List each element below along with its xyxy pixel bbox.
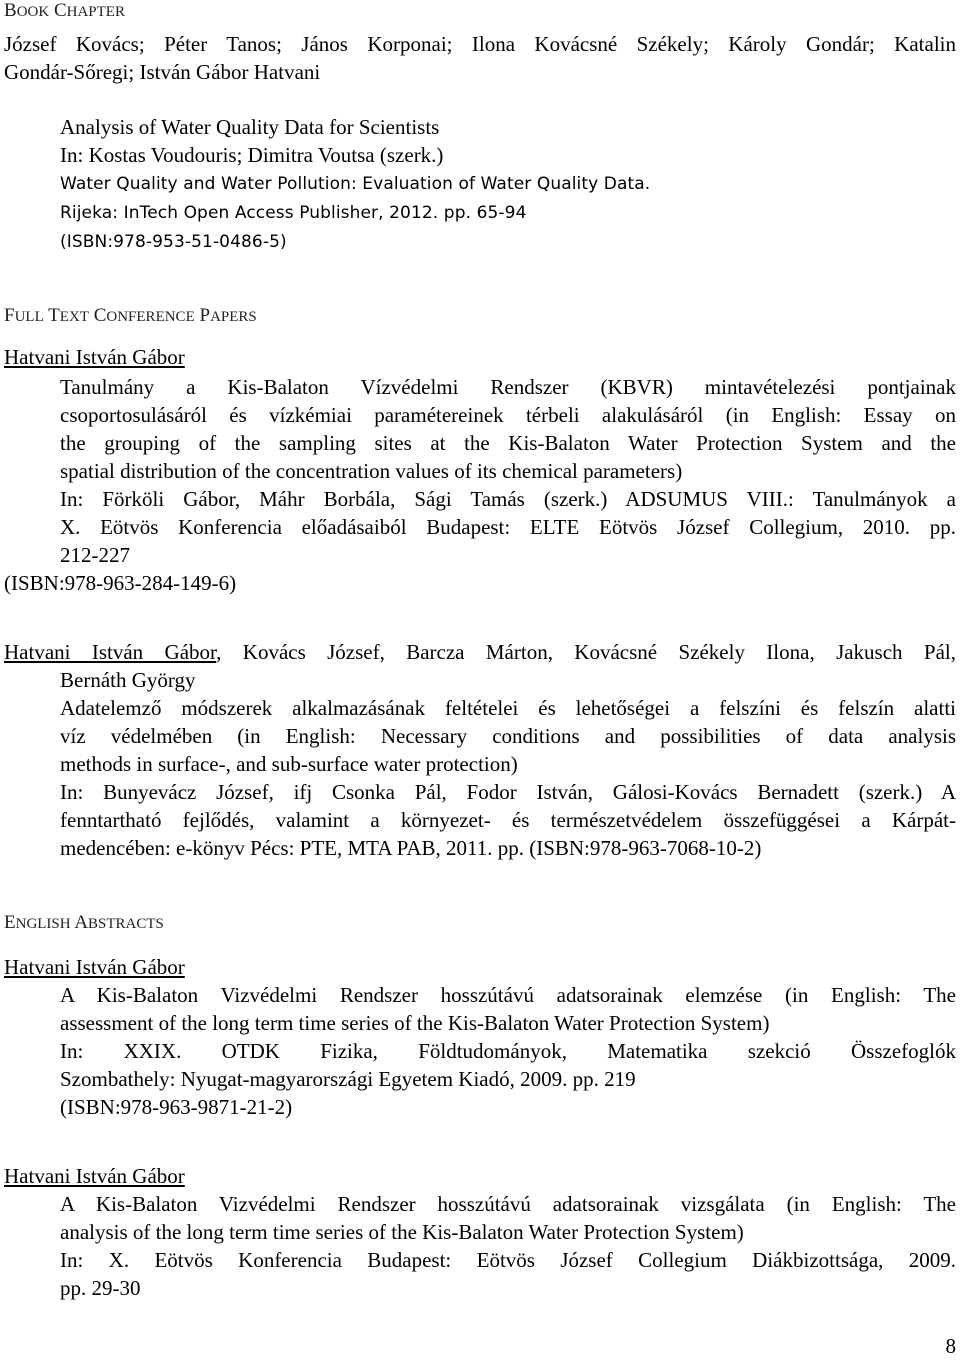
section-heading-full-text: FULL TEXT CONFERENCE PAPERS	[4, 305, 257, 326]
entry-author: Hatvani István Gábor	[4, 1164, 185, 1188]
entry-coauthors: , Kovács József, Barcza Márton, Kovácsné Székely Ilona, Jakusch Pál,	[216, 640, 957, 664]
publisher-line: Rijeka: InTech Open Access Publisher, 2012. pp. 65-94	[60, 203, 527, 223]
authors-line: József Kovács; Péter Tanos; János Korponai; Ilona Kovácsné Székely; Károly Gondár; Katalin	[4, 32, 956, 56]
entry-text-line: X. Eötvös Konferencia előadásaiból Budapest: ELTE Eötvös József Collegium, 2010. pp.	[60, 515, 956, 539]
entry-text-line: fenntartható fejlődés, valamint a környezet- és természetvédelem összefüggései a Kárpát-	[60, 808, 956, 832]
chapter-title: Analysis of Water Quality Data for Scientists	[60, 115, 440, 139]
entry-text-line: Adatelemző módszerek alkalmazásának feltételei és lehetőségei a felszíni és felszín alatti	[60, 696, 956, 720]
section-heading-book-chapter: BOOK CHAPTER	[4, 0, 125, 21]
section-heading-english-abstracts: ENGLISH ABSTRACTS	[4, 912, 164, 933]
entry-text-line: In: XXIX. OTDK Fizika, Földtudományok, Matematika szekció Összefoglók	[60, 1039, 956, 1063]
entry-author: Hatvani István Gábor	[4, 345, 185, 369]
authors-line: Gondár-Sőregi; István Gábor Hatvani	[4, 60, 321, 84]
entry-text-line: analysis of the long term time series of the Kis-Balaton Water Protection System)	[60, 1220, 744, 1244]
entry-author-line: Bernáth György	[60, 668, 196, 692]
entry-text-line: 212-227	[60, 543, 130, 567]
isbn: (ISBN:978-953-51-0486-5)	[60, 232, 287, 252]
entry-text-line: pp. 29-30	[60, 1276, 141, 1300]
page-number: 8	[945, 1334, 956, 1358]
entry-text-line: assessment of the long term time series of the Kis-Balaton Water Protection System)	[60, 1011, 770, 1035]
entry-text-line: A Kis-Balaton Vizvédelmi Rendszer hosszútávú adatsorainak vizsgálata (in English: The	[60, 1192, 956, 1216]
entry-text-line: A Kis-Balaton Vizvédelmi Rendszer hosszútávú adatsorainak elemzése (in English: The	[60, 983, 956, 1007]
entry-author: Hatvani István Gábor	[4, 955, 185, 979]
entry-text-line: medencében: e-könyv Pécs: PTE, MTA PAB, 2011. pp. (ISBN:978-963-7068-10-2)	[60, 836, 762, 860]
entry-text-line: Szombathely: Nyugat-magyarországi Egyetem Kiadó, 2009. pp. 219	[60, 1067, 636, 1091]
entry-text-line: víz védelmében (in English: Necessary conditions and possibilities of data analysis	[60, 724, 956, 748]
entry-author-line	[4, 638, 956, 666]
entry-text-line: the grouping of the sampling sites at the Kis-Balaton Water Protection System and the	[60, 431, 956, 455]
editors-line: In: Kostas Voudouris; Dimitra Voutsa (szerk.)	[60, 143, 444, 167]
isbn: (ISBN:978-963-284-149-6)	[4, 571, 237, 595]
entry-text-line: csoportosulásáról és vízkémiai paramétereinek térbeli alakulásáról (in English: Essay on	[60, 403, 956, 427]
entry-text-line: Tanulmány a Kis-Balaton Vízvédelmi Rendszer (KBVR) mintavételezési pontjainak	[60, 375, 956, 399]
book-title: Water Quality and Water Pollution: Evaluation of Water Quality Data.	[60, 174, 651, 194]
entry-text-line: In: Förköli Gábor, Máhr Borbála, Sági Tamás (szerk.) ADSUMUS VIII.: Tanulmányok a	[60, 487, 956, 511]
isbn: (ISBN:978-963-9871-21-2)	[60, 1095, 293, 1119]
entry-text-line: spatial distribution of the concentration values of its chemical parameters)	[60, 459, 683, 483]
entry-text-line: methods in surface-, and sub-surface water protection)	[60, 752, 518, 776]
entry-text-line: In: X. Eötvös Konferencia Budapest: Eötvös József Collegium Diákbizottsága, 2009.	[60, 1248, 956, 1272]
entry-text-line: In: Bunyevácz József, ifj Csonka Pál, Fodor István, Gálosi-Kovács Bernadett (szerk.) A	[60, 780, 956, 804]
entry-author: Hatvani István Gábor	[4, 640, 217, 664]
